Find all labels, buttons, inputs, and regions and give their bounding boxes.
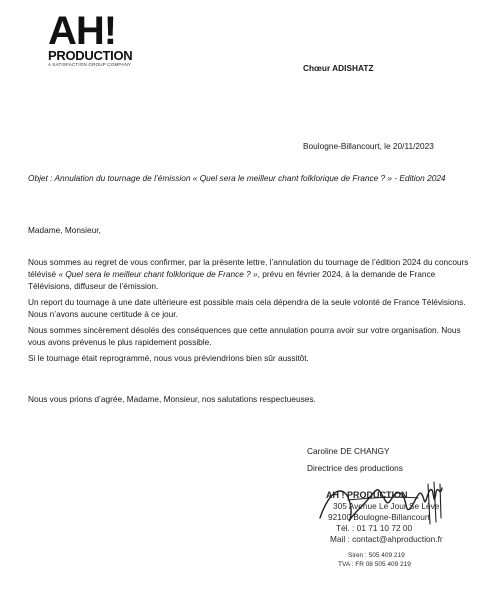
- stamp-address-line2: 92100 Boulogne-Billancourt: [328, 512, 430, 522]
- stamp-phone: Tél. : 01 71 10 72 00: [336, 523, 413, 533]
- paragraph-3: Nous sommes sincèrement désolés des conséquences que cette annulation pourra avoir sur votre organisation. Nous vous avons prévenus le plus rapidement possible.: [28, 325, 461, 347]
- signer-title: Directrice des productions: [307, 463, 403, 473]
- subject-line: Objet : Annulation du tournage de l’émission « Quel sera le meilleur chant folklorique de France ? » - Edition 2024: [28, 173, 446, 183]
- closing-formula: Nous vous prions d’agrée, Madame, Monsieur, nos salutations respectueuses.: [28, 394, 316, 404]
- stamp-address-line1: 305 Avenue Le Jour Se Lève: [333, 501, 440, 511]
- place-date: Boulogne-Billancourt, le 20/11/2023: [303, 141, 434, 151]
- show-title: « Quel sera le meilleur chant folklorique de France ? »: [58, 269, 258, 279]
- recipient-name: Chœur ADISHATZ: [303, 63, 374, 73]
- stamp-tva: TVA : FR 08 505 409 219: [338, 561, 411, 568]
- stamp-company-name: AH ! PRODUCTION: [326, 490, 408, 500]
- paragraph-1-end: , prévu en février 2024, à la demande de France Télévisions, diffuseur de l’émission.: [28, 269, 436, 291]
- paragraph-1: [28, 256, 478, 292]
- signer-name: Caroline DE CHANGY: [307, 446, 390, 456]
- stamp-email: Mail : contact@ahproduction.fr: [330, 534, 443, 544]
- salutation: Madame, Monsieur,: [28, 225, 101, 235]
- paragraph-4: Si le tournage était reprogrammé, nous vous préviendrions bien sûr aussitôt.: [28, 353, 309, 363]
- paragraph-1-start: Nous sommes au regret de vous confirmer, par la présente lettre, l’annulation du tournage de l’édition 2024 du concours télévisé: [28, 257, 469, 279]
- logo-main-text: AH!: [48, 9, 117, 53]
- handwritten-signature: [300, 478, 450, 538]
- logo-sub-text: PRODUCTION: [48, 48, 133, 63]
- stamp-siren: Siren : 505 409 219: [348, 552, 405, 559]
- company-logo: [48, 9, 158, 68]
- logo-tagline: A SATISFACTION GROUP COMPANY: [48, 62, 132, 67]
- paragraph-2: Un report du tournage à une date ultérieure est possible mais cela dépendra de la seule volonté de France Télévisions. Nous n’avons aucune certitude à ce jour.: [28, 297, 466, 319]
